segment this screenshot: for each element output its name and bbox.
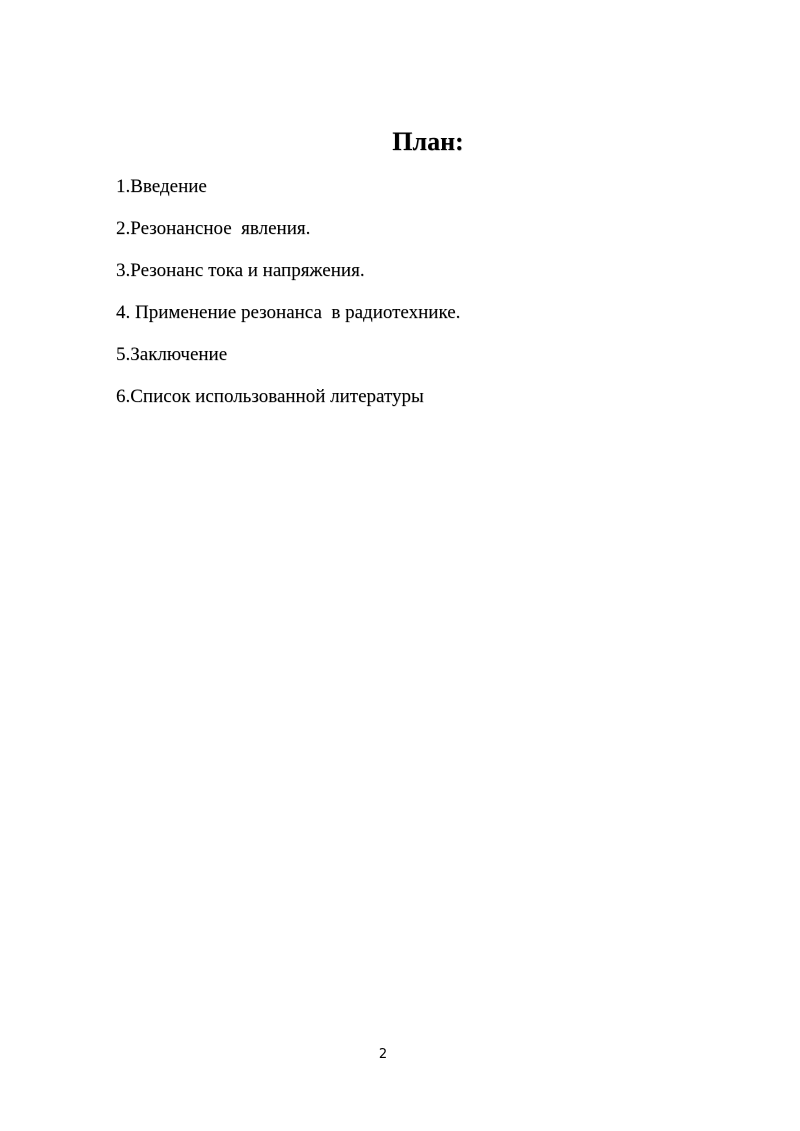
page-title: План: xyxy=(392,127,464,156)
plan-item-introduction: 1.Введение xyxy=(116,176,207,197)
plan-item-references: 6.Список использованной литературы xyxy=(116,386,424,407)
plan-item-radio-application: 4. Применение резонанса в радиотехнике. xyxy=(116,302,461,323)
plan-item-current-voltage-resonance: 3.Резонанс тока и напряжения. xyxy=(116,260,365,281)
plan-item-conclusion: 5.Заключение xyxy=(116,344,228,365)
plan-list xyxy=(116,172,460,424)
plan-item-resonance-phenomenon: 2.Резонансное явления. xyxy=(116,218,311,239)
page-number: 2 xyxy=(378,1047,388,1062)
